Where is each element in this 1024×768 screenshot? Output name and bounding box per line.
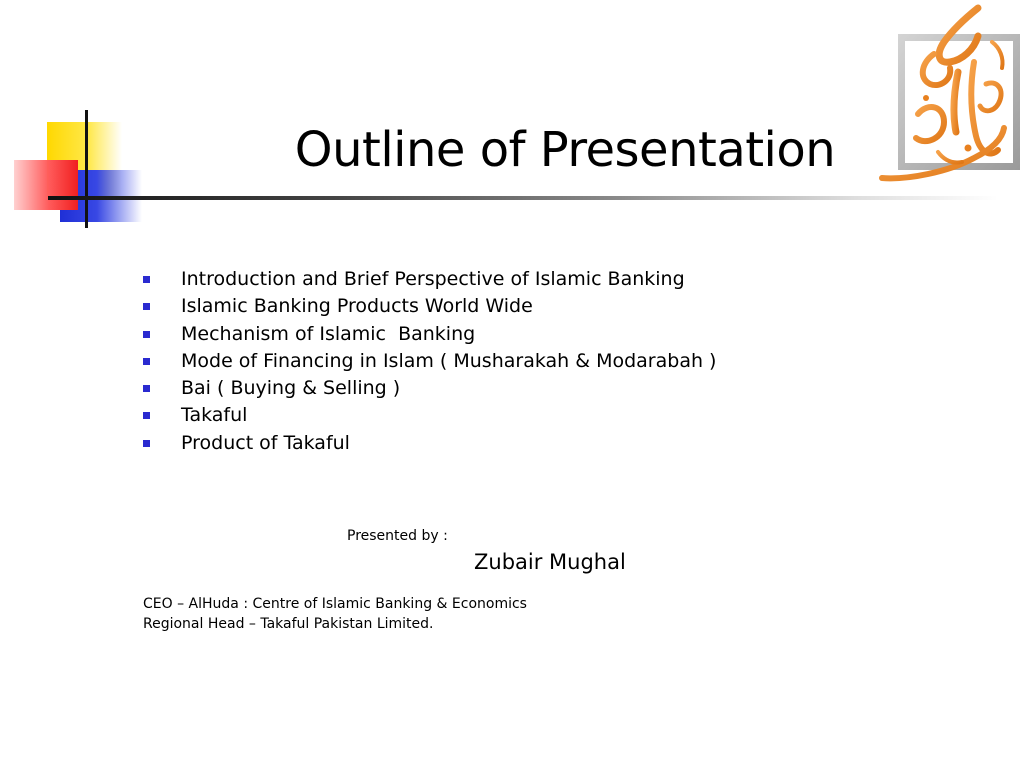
list-item [143, 375, 716, 402]
list-item [143, 402, 716, 429]
slide-title: Outline of Presentation [294, 122, 836, 178]
list-item-text: Mode of Financing in Islam ( Musharakah & Modarabah ) [181, 349, 717, 372]
bullet-square-icon [143, 440, 150, 447]
list-item [143, 266, 716, 293]
list-item-text: Islamic Banking Products World Wide [181, 295, 533, 318]
bullet-square-icon [143, 412, 150, 419]
list-item-text: Product of Takaful [181, 431, 350, 454]
bullet-square-icon [143, 358, 150, 365]
outline-list [143, 266, 716, 457]
list-item-text: Mechanism of Islamic Banking [181, 322, 476, 345]
title-underline [48, 196, 998, 200]
presenter-name: Zubair Mughal [474, 550, 626, 574]
list-item [143, 348, 716, 375]
list-item-text: Bai ( Buying & Selling ) [181, 377, 401, 400]
role-line: Regional Head – Takaful Pakistan Limited. [143, 616, 434, 632]
presenter-roles [143, 594, 527, 634]
bullet-square-icon [143, 276, 150, 283]
list-item-text: Introduction and Brief Perspective of Islamic Banking [181, 268, 685, 290]
decorative-vertical-line [85, 110, 88, 228]
list-item [143, 293, 716, 320]
alhuda-logo-icon [878, 2, 1024, 188]
presented-by-label: Presented by : [347, 528, 448, 544]
bullet-square-icon [143, 331, 150, 338]
role-line: CEO – AlHuda : Centre of Islamic Banking & Economics [143, 596, 527, 612]
bullet-square-icon [143, 385, 150, 392]
bullet-square-icon [143, 303, 150, 310]
list-item [143, 321, 716, 348]
list-item-text: Takaful [181, 404, 248, 427]
decorative-red-square [14, 160, 78, 210]
list-item [143, 430, 716, 457]
